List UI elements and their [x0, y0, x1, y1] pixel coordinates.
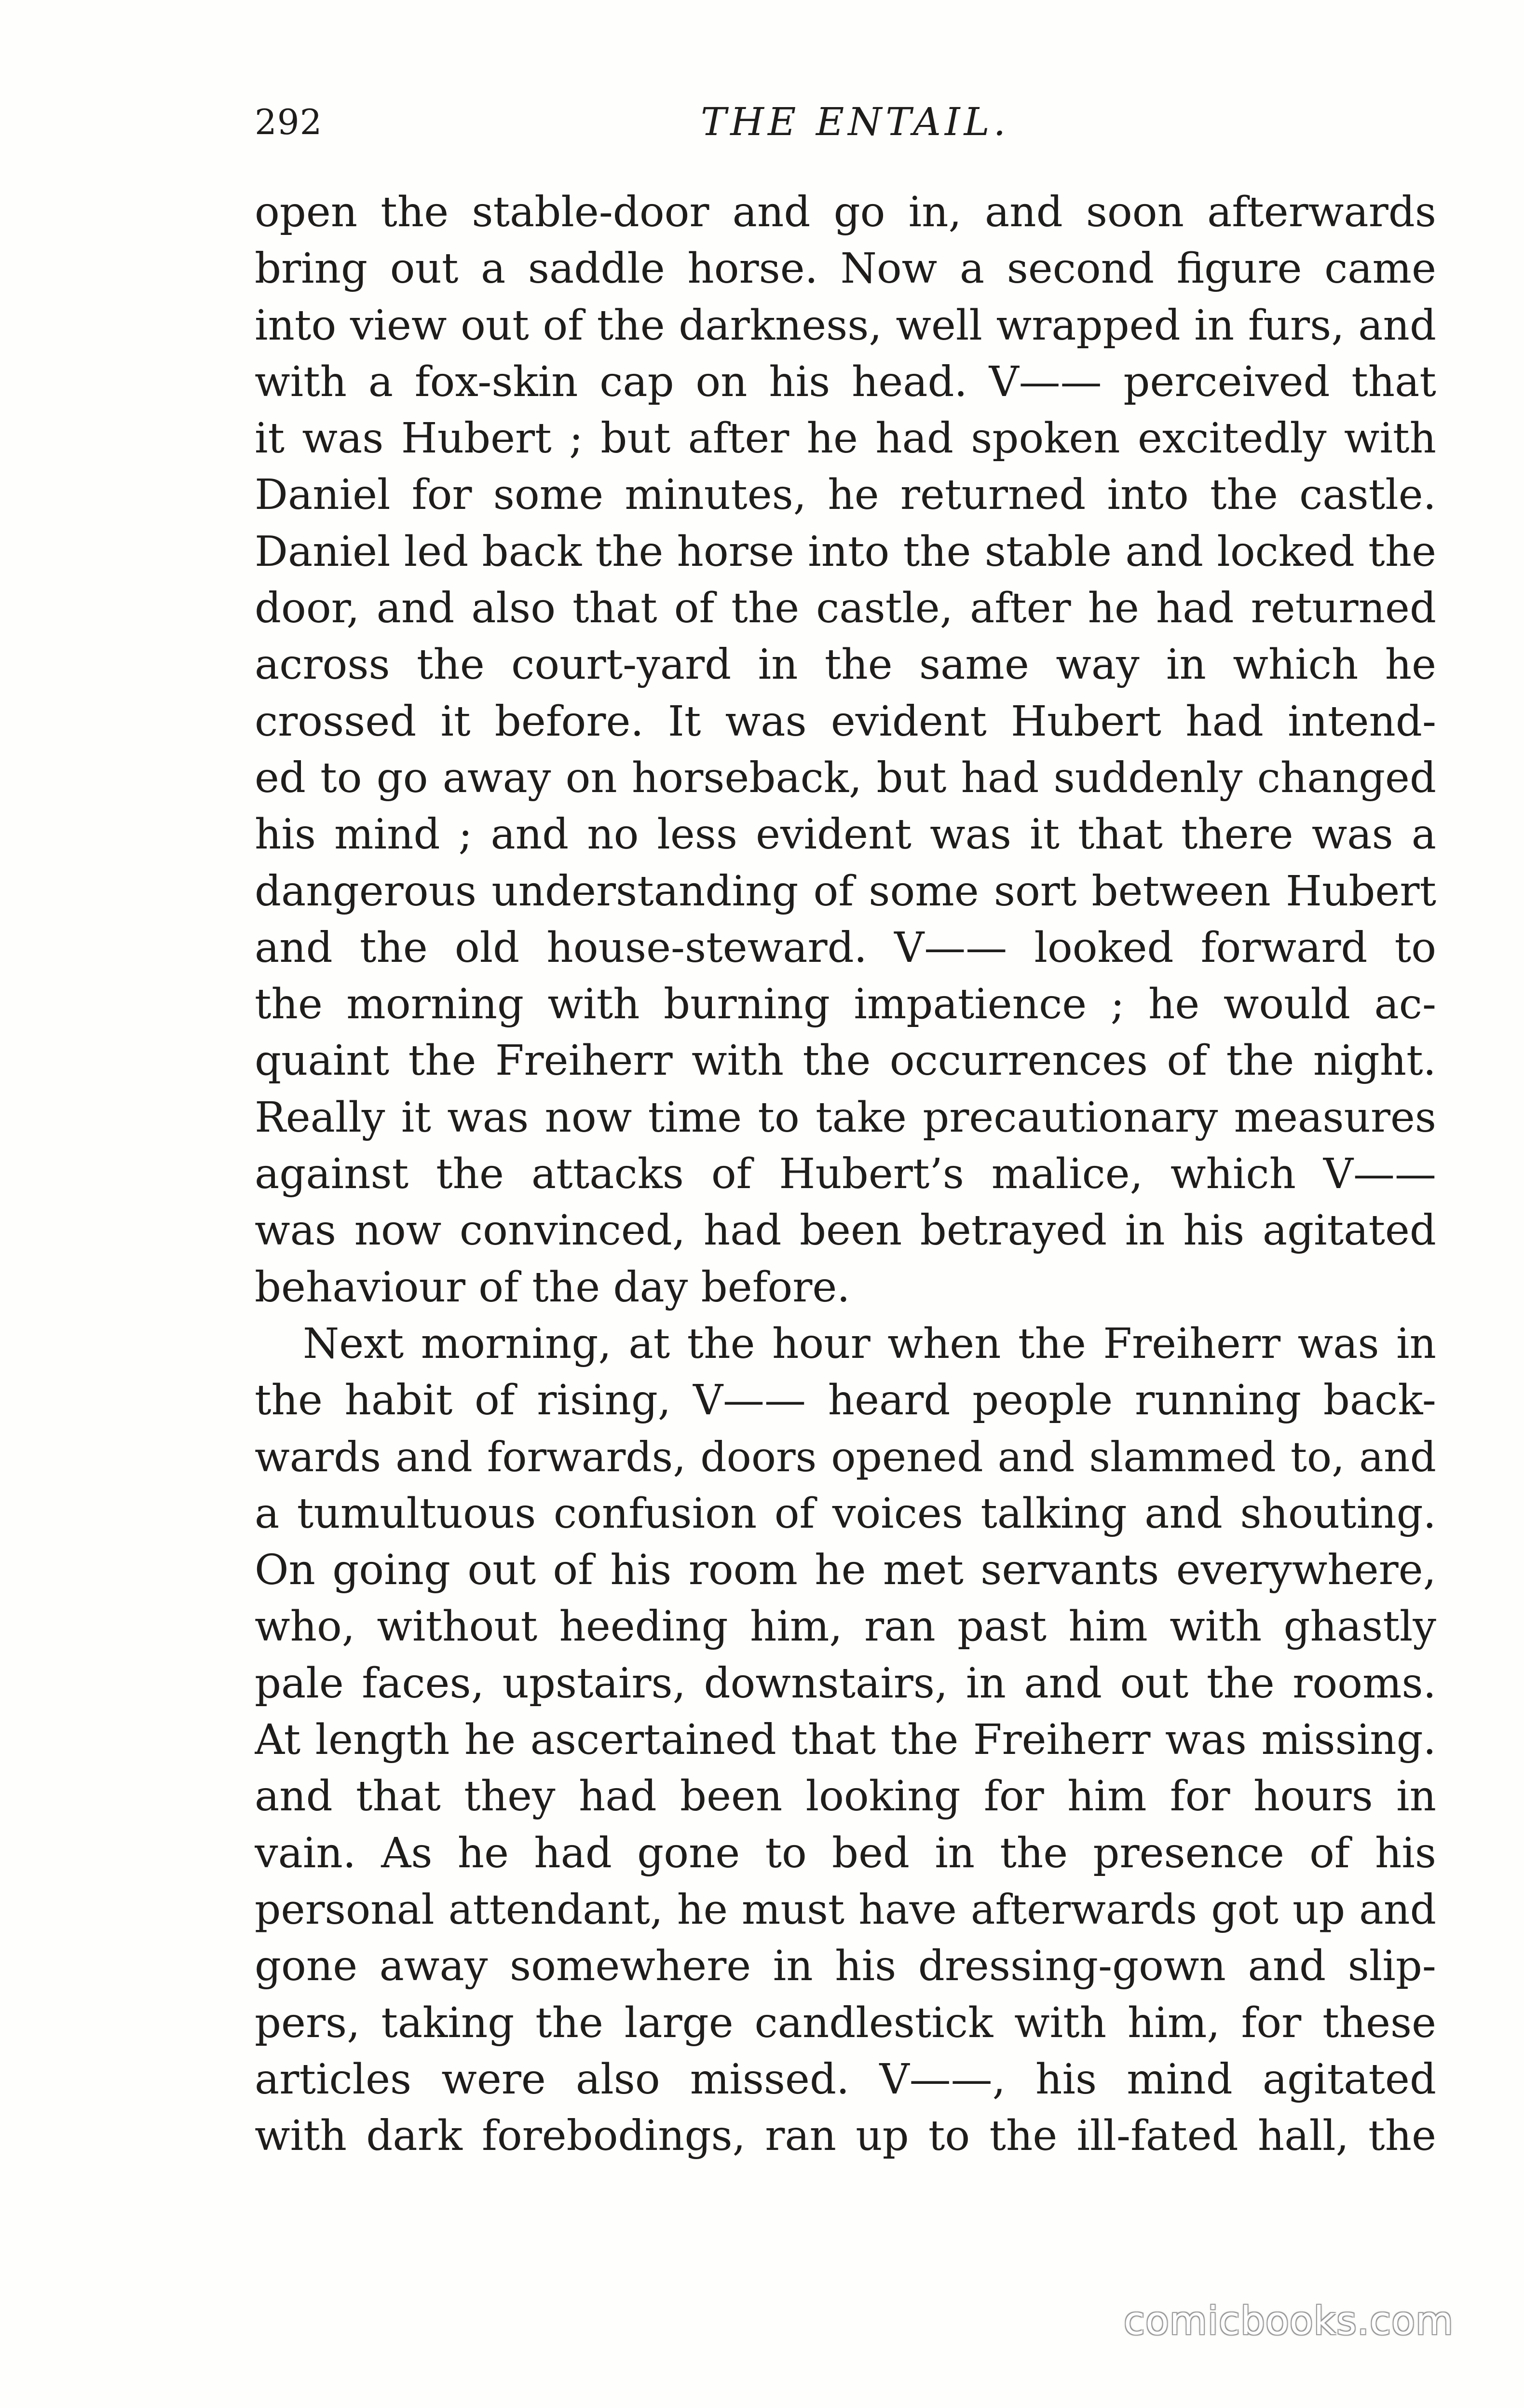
text-line: dangerous understanding of some sort between Hubert: [255, 867, 1436, 916]
text-line: and that they had been looking for him for hours in: [255, 1772, 1436, 1821]
text-line: and the old house-steward. V—— looked forward to: [255, 923, 1436, 972]
text-line: into view out of the darkness, well wrapped in furs, and: [255, 301, 1436, 350]
watermark: comicbooks.com: [1124, 2299, 1454, 2343]
text-line: gone away somewhere in his dressing-gown and slip-: [255, 1942, 1436, 1991]
text-line: vain. As he had gone to bed in the presence of his: [255, 1829, 1436, 1877]
text-line: against the attacks of Hubert’s malice, which V——: [255, 1150, 1436, 1199]
text-line: the habit of rising, V—— heard people running back-: [255, 1376, 1436, 1425]
text-line: pale faces, upstairs, downstairs, in and out the rooms.: [255, 1659, 1436, 1708]
text-line: behaviour of the day before.: [255, 1263, 850, 1312]
text-line: a tumultuous confusion of voices talking and shouting.: [255, 1489, 1436, 1538]
body-text: [255, 184, 1436, 2164]
text-line: Next morning, at the hour when the Freiherr was in: [303, 1319, 1436, 1368]
text-line: his mind ; and no less evident was it that there was a: [255, 810, 1436, 859]
running-title: THE ENTAIL.: [700, 99, 1010, 144]
running-head: [255, 91, 1436, 153]
text-line: Daniel led back the horse into the stable and locked the: [255, 527, 1436, 576]
text-line: Daniel for some minutes, he returned into the castle.: [255, 471, 1436, 520]
text-line: wards and forwards, doors opened and slammed to, and: [255, 1433, 1436, 1481]
text-line: with a fox-skin cap on his head. V—— perceived that: [255, 357, 1436, 406]
text-line: who, without heeding him, ran past him with ghastly: [255, 1602, 1436, 1651]
text-line: quaint the Freiherr with the occurrences of the night.: [255, 1037, 1436, 1085]
text-line: bring out a saddle horse. Now a second figure came: [255, 245, 1436, 293]
text-line: Really it was now time to take precautionary measures: [255, 1093, 1436, 1142]
text-line: it was Hubert ; but after he had spoken excitedly with: [255, 414, 1436, 463]
text-line: At length he ascertained that the Freiherr was missing.: [255, 1716, 1436, 1765]
text-line: ed to go away on horseback, but had suddenly changed: [255, 753, 1436, 802]
text-line: pers, taking the large candlestick with him, for these: [255, 1998, 1436, 2047]
text-line: personal attendant, he must have afterwards got up and: [255, 1886, 1436, 1934]
text-line: across the court-yard in the same way in which he: [255, 641, 1436, 689]
text-line: with dark forebodings, ran up to the ill-fated hall, the: [255, 2112, 1436, 2161]
text-line: crossed it before. It was evident Hubert had intend-: [255, 697, 1436, 746]
text-line: articles were also missed. V——, his mind agitated: [255, 2055, 1436, 2104]
page-number: 292: [255, 102, 323, 142]
text-line: the morning with burning impatience ; he would ac-: [255, 980, 1436, 1029]
text-line: door, and also that of the castle, after he had returned: [255, 584, 1436, 633]
text-line: open the stable-door and go in, and soon afterwards: [255, 188, 1436, 236]
text-line: On going out of his room he met servants everywhere,: [255, 1546, 1436, 1595]
text-line: was now convinced, had been betrayed in his agitated: [255, 1206, 1436, 1255]
